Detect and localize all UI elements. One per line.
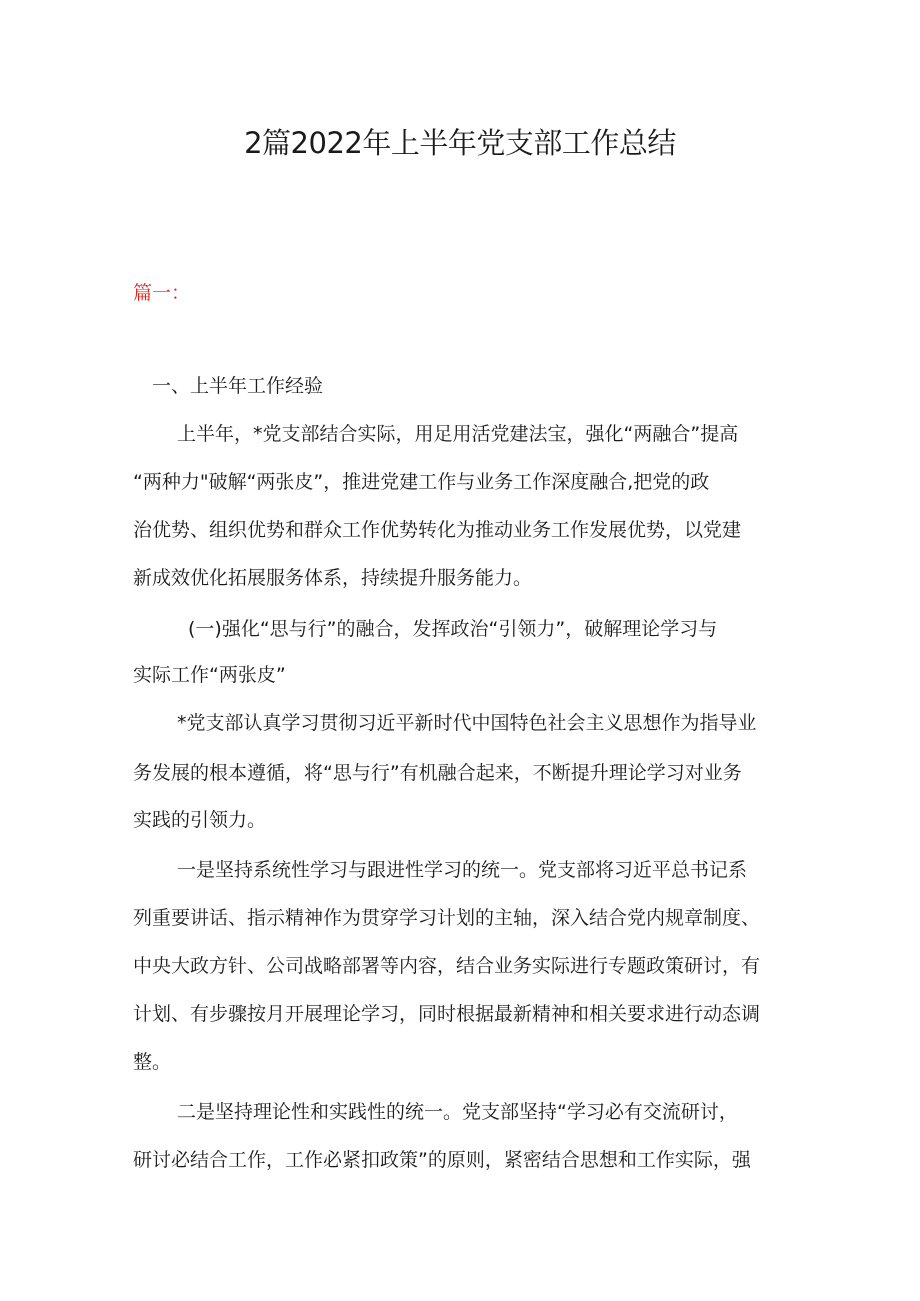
paragraph-line: 中央大政方针、公司战略部署等内容，结合业务实际进行专题政策研讨，有 <box>133 955 761 977</box>
paragraph-line: 新成效优化拓展服务体系，持续提升服务能力。 <box>133 567 533 589</box>
paragraph-line: 整。 <box>133 1051 172 1073</box>
section-label: 篇一： <box>133 282 191 304</box>
paragraph-line: 研讨必结合工作，工作必紧扣政策”的原则，紧密结合思想和工作实际，强 <box>133 1149 751 1171</box>
subheading-line: 实际工作“两张皮” <box>133 664 286 686</box>
heading-section-1: 一、上半年工作经验 <box>152 375 324 397</box>
paragraph-line: “两种力"破解“两张皮”，推进党建工作与业务工作深度融合,把党的政 <box>133 471 710 493</box>
paragraph-line: 务发展的根本遵循，将“思与行”有机融合起来，不断提升理论学习对业务 <box>133 762 742 784</box>
document-title: 2篇2022年上半年党支部工作总结 <box>244 126 676 160</box>
paragraph-line: 列重要讲话、指示精神作为贯穿学习计划的主轴，深入结合党内规章制度、 <box>133 907 761 929</box>
paragraph-line: 计划、有步骤按月开展理论学习，同时根据最新精神和相关要求进行动态调 <box>133 1003 761 1025</box>
paragraph-line: 二是坚持理论性和实践性的统一。党支部坚持“学习必有交流研讨， <box>177 1101 738 1123</box>
paragraph-line: 一是坚持系统性学习与跟进性学习的统一。党支部将习近平总书记系 <box>177 859 748 881</box>
paragraph-line: 治优势、组织优势和群众工作优势转化为推动业务工作发展优势，以党建 <box>133 519 742 541</box>
paragraph-line: 上半年，*党支部结合实际，用足用活党建法宝，强化“两融合”提高 <box>177 423 739 445</box>
subheading-line: (一)强化“思与行”的融合，发挥政治“引领力”，破解理论学习与 <box>188 618 718 640</box>
paragraph-line: *党支部认真学习贯彻习近平新时代中国特色社会主义思想作为指导业 <box>177 712 757 734</box>
paragraph-line: 实践的引领力。 <box>133 809 267 831</box>
